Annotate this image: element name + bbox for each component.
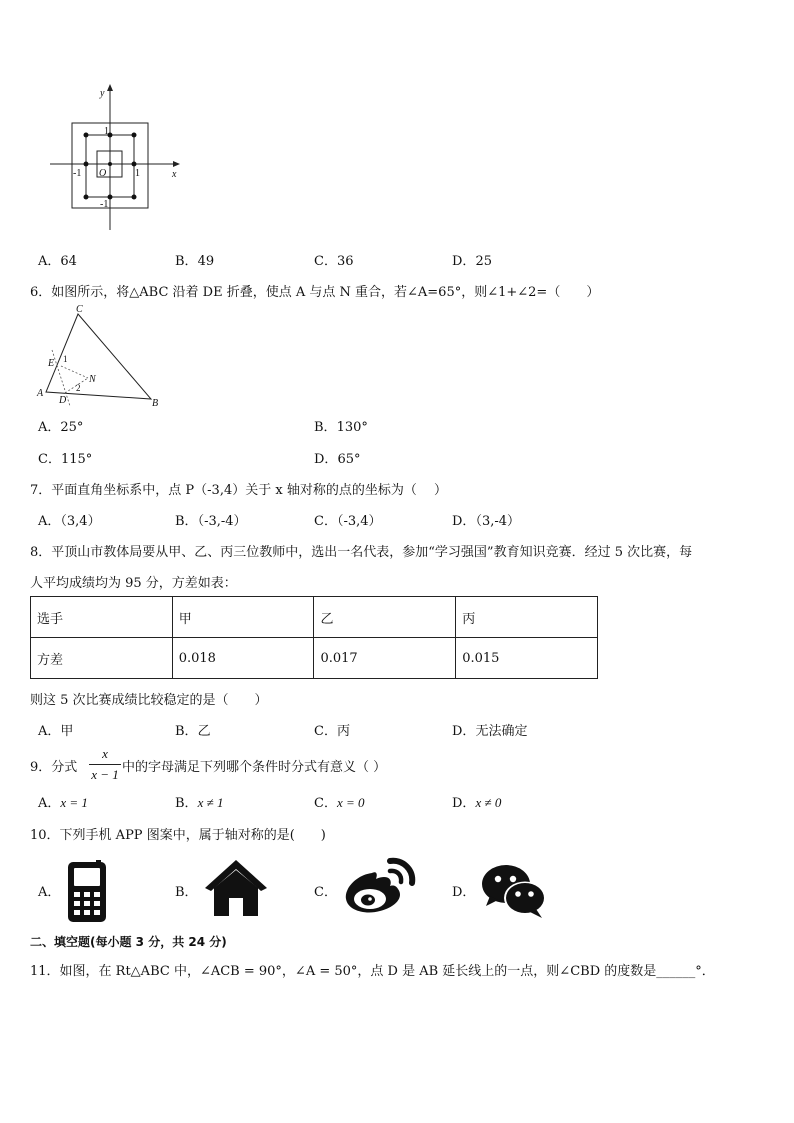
q5-label-y: y (100, 88, 105, 99)
q6-label-c: C (76, 304, 83, 315)
q9-option-a: A．x = 1 (38, 795, 88, 811)
q5-option-a: A．64 (38, 254, 77, 269)
q6-option-b: B．130° (314, 420, 368, 435)
table-row (31, 597, 598, 638)
q6-option-a: A．25° (38, 420, 84, 435)
q6-option-c: C．115° (38, 452, 93, 467)
q6-label-d: D (59, 395, 67, 406)
q11-stem: 11．如图，在 Rt△ABC 中，∠ACB = 90°，∠A = 50°，点 D 是 AB 延长线上的一点，则∠CBD 的度数是______°． (30, 964, 715, 979)
q6-label-b: B (152, 398, 159, 409)
q7-option-b: B．（-3,-4） (175, 514, 247, 529)
q6-option-d: D．65° (314, 452, 361, 467)
q6-figure (32, 302, 167, 410)
q6-label-n: N (89, 374, 96, 385)
q7-option-c: C．（-3,4） (314, 514, 382, 529)
q9-denominator: x − 1 (91, 767, 119, 782)
table-cell: 0.017 (314, 638, 456, 679)
q5-label-x: x (172, 169, 177, 180)
q10-stem: 10．下列手机 APP 图案中，属于轴对称的是( ) (30, 828, 326, 843)
q7-stem: 7．平面直角坐标系中，点 P（-3,4）关于 x 轴对称的点的坐标为（ ） (30, 483, 447, 498)
q5-option-c: C．36 (314, 254, 354, 269)
q9-option-c: C．x = 0 (314, 795, 365, 811)
table-row (31, 638, 598, 679)
table-cell: 方差 (31, 638, 173, 679)
q5-label-neg-one-left: -1 (73, 168, 82, 179)
table-header-cell: 乙 (314, 597, 456, 638)
q8-option-d: D．无法确定 (452, 724, 528, 739)
q6-label-e: E (48, 358, 55, 369)
q9-prefix: 9．分式 (30, 760, 78, 775)
q5-label-origin: O (99, 168, 107, 179)
q10-option-c-label: C． (314, 885, 337, 900)
q9-option-b: B．x ≠ 1 (175, 795, 224, 811)
house-icon (203, 858, 269, 918)
q6-label-angle-1: 1 (63, 354, 68, 364)
q8-option-b: B．乙 (175, 724, 211, 739)
weibo-icon (342, 855, 416, 917)
q8-variance-table (30, 596, 598, 679)
q9-numerator: x (102, 746, 108, 761)
q6-label-angle-2: 2 (76, 383, 81, 393)
q6-label-a: A (37, 388, 44, 399)
table-header-cell: 甲 (172, 597, 314, 638)
q7-option-a: A．（3,4） (38, 514, 101, 529)
wechat-icon (480, 862, 548, 920)
q7-option-d: D．（3,-4） (452, 514, 521, 529)
q5-label-one-top: 1 (104, 126, 109, 137)
mobile-phone-icon (66, 860, 110, 924)
q9-fraction-bar (89, 764, 121, 765)
q8-option-a: A．甲 (38, 724, 74, 739)
q10-option-b-label: B． (175, 885, 198, 900)
table-cell: 0.015 (456, 638, 598, 679)
q5-label-one-right: 1 (135, 168, 140, 179)
q9-suffix: 中的字母满足下列哪个条件时分式有意义（ ） (122, 760, 387, 775)
q10-option-d-label: D． (452, 885, 476, 900)
section-title: 二、填空题(每小题 3 分，共 24 分) (30, 935, 227, 949)
q5-figure (40, 82, 190, 232)
q9-option-d: D．x ≠ 0 (452, 795, 502, 811)
q8-question: 则这 5 次比赛成绩比较稳定的是（ ） (30, 693, 268, 708)
q8-stem-line2: 人平均成绩均为 95 分，方差如表： (30, 576, 237, 591)
table-header-cell: 丙 (456, 597, 598, 638)
q5-label-neg-one-bottom: -1 (100, 199, 109, 210)
table-header-cell: 选手 (31, 597, 173, 638)
q6-stem: 6．如图所示，将△ABC 沿着 DE 折叠，使点 A 与点 N 重合，若∠A=65°，则∠1+∠2=（ ） (30, 285, 600, 300)
q8-stem-line1: 8．平顶山市教体局要从甲、乙、丙三位教师中，选出一名代表，参加“学习强国”教育知识竞赛．经过 5 次比赛，每 (30, 545, 693, 560)
table-cell: 0.018 (172, 638, 314, 679)
q5-option-d: D．25 (452, 254, 492, 269)
q8-option-c: C．丙 (314, 724, 350, 739)
q5-option-b: B．49 (175, 254, 215, 269)
q10-option-a-label: A． (38, 885, 61, 900)
